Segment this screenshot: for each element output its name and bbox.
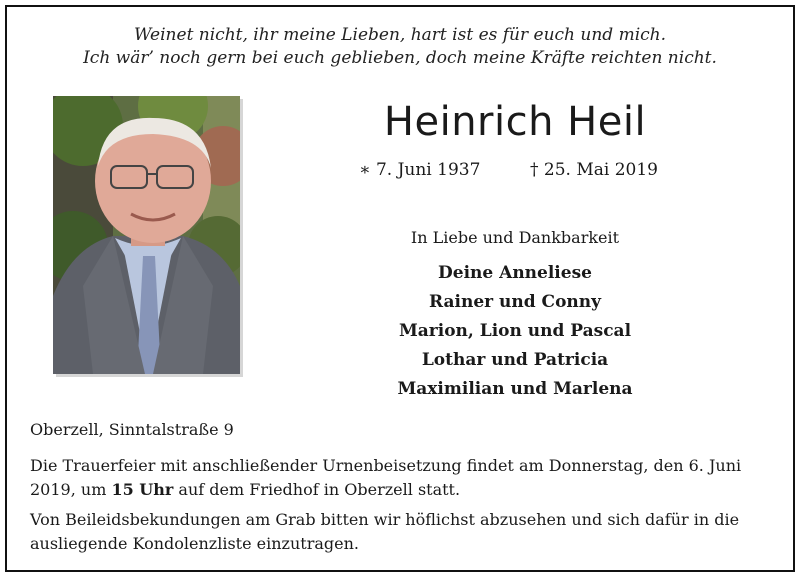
mourners-list: [330, 259, 700, 404]
service-text-a: Die Trauerfeier mit anschließender Urnenbeisetzung findet am Donnerstag, den 6. Juni 2019, um: [30, 456, 742, 499]
mourner-name: Marion, Lion und Pascal: [398, 321, 632, 341]
portrait-photo: [53, 96, 240, 374]
mourners-intro: In Liebe und Dankbarkeit: [410, 228, 620, 247]
condolence-paragraph: Von Beileidsbekundungen am Grab bitten wir höflichst abzusehen und sich dafür in die ausliegende Kondolenzliste einzutragen.: [30, 510, 740, 553]
quote-line-1: Weinet nicht, ihr meine Lieben, hart ist es für euch und mich.: [133, 25, 667, 45]
quote-line-2: Ich wär’ noch gern bei euch geblieben, doch meine Kräfte reichten nicht.: [83, 48, 717, 68]
service-time: 15 Uhr: [111, 480, 174, 499]
deceased-name: Heinrich Heil: [383, 99, 647, 145]
service-paragraph: [30, 454, 780, 502]
mourner-name: Deine Anneliese: [438, 263, 592, 283]
mourner-name: Lothar und Patricia: [421, 350, 609, 370]
family-address: Oberzell, Sinntalstraße 9: [30, 420, 234, 439]
service-text-b: auf dem Friedhof in Oberzell statt.: [173, 480, 461, 499]
birth-date: ∗ 7. Juni 1937: [359, 160, 481, 180]
mourner-name: Rainer und Conny: [428, 292, 602, 312]
mourner-name: Maximilian und Marlena: [397, 379, 633, 399]
death-date: † 25. Mai 2019: [530, 160, 658, 180]
